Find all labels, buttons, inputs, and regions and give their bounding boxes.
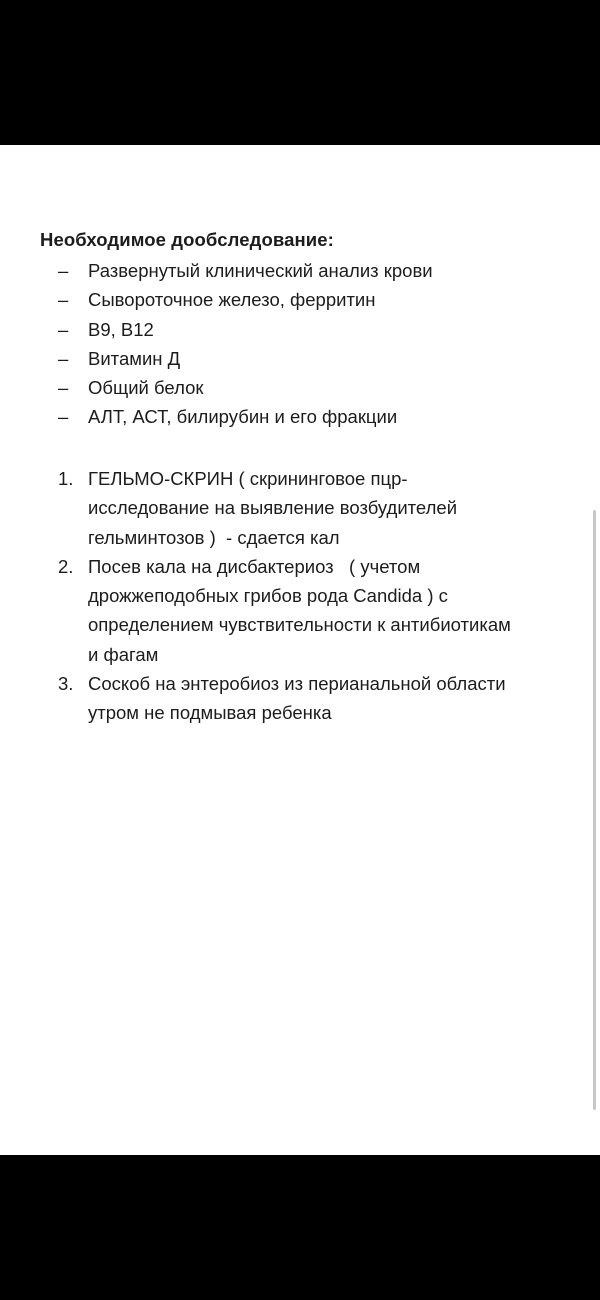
dash-item-text: Витамин Д xyxy=(88,347,181,369)
item-text xyxy=(88,552,600,669)
item-text-line: Соскоб на энтеробиоз из перианальной области xyxy=(88,673,506,695)
item-text-line: определением чувствительности к антибиотикам xyxy=(88,614,511,636)
bottom-black-bar xyxy=(0,1155,600,1300)
numbered-list xyxy=(0,464,600,728)
item-text-line: Посев кала на дисбактериоз ( учетом xyxy=(88,555,421,577)
item-text-line: утром не подмывая ребенка xyxy=(88,702,332,724)
dash-bullet: – xyxy=(58,377,69,399)
dash-item-text: АЛТ, АСТ, билирубин и его фракции xyxy=(88,406,398,428)
item-text-line: гельминтозов ) - сдается кал xyxy=(88,526,340,548)
dash-bullet: – xyxy=(58,318,69,340)
numbered-list-item xyxy=(0,552,600,669)
item-number: 2. xyxy=(58,555,74,577)
dash-bullet: – xyxy=(58,289,69,311)
numbered-list-item xyxy=(0,669,600,728)
document-page xyxy=(0,145,600,1155)
item-text-line: дрожжеподобных грибов рода Candida ) с xyxy=(88,585,448,607)
dash-item-text: Общий белок xyxy=(88,377,204,399)
item-text xyxy=(88,669,600,728)
dash-bullet: – xyxy=(58,406,69,428)
dash-item-text: Развернутый клинический анализ крови xyxy=(88,260,433,281)
section-heading: Необходимое дообследование: xyxy=(40,229,334,250)
top-black-bar xyxy=(0,0,600,145)
item-text-line: ГЕЛЬМО-СКРИН ( скрининговое пцр- xyxy=(88,468,408,489)
item-text-line: и фагам xyxy=(88,643,159,665)
item-text xyxy=(88,464,600,552)
dash-item-text: Сывороточное железо, ферритин xyxy=(88,289,376,311)
dash-item-text: В9, В12 xyxy=(88,318,154,340)
item-number: 3. xyxy=(58,673,74,695)
item-number: 1. xyxy=(58,468,74,489)
vertical-scrollbar[interactable] xyxy=(593,510,596,1110)
item-text-line: исследование на выявление возбудителей xyxy=(88,497,458,519)
dash-bullet: – xyxy=(58,347,69,369)
numbered-list-item xyxy=(0,464,600,552)
dash-bullet: – xyxy=(58,260,69,281)
